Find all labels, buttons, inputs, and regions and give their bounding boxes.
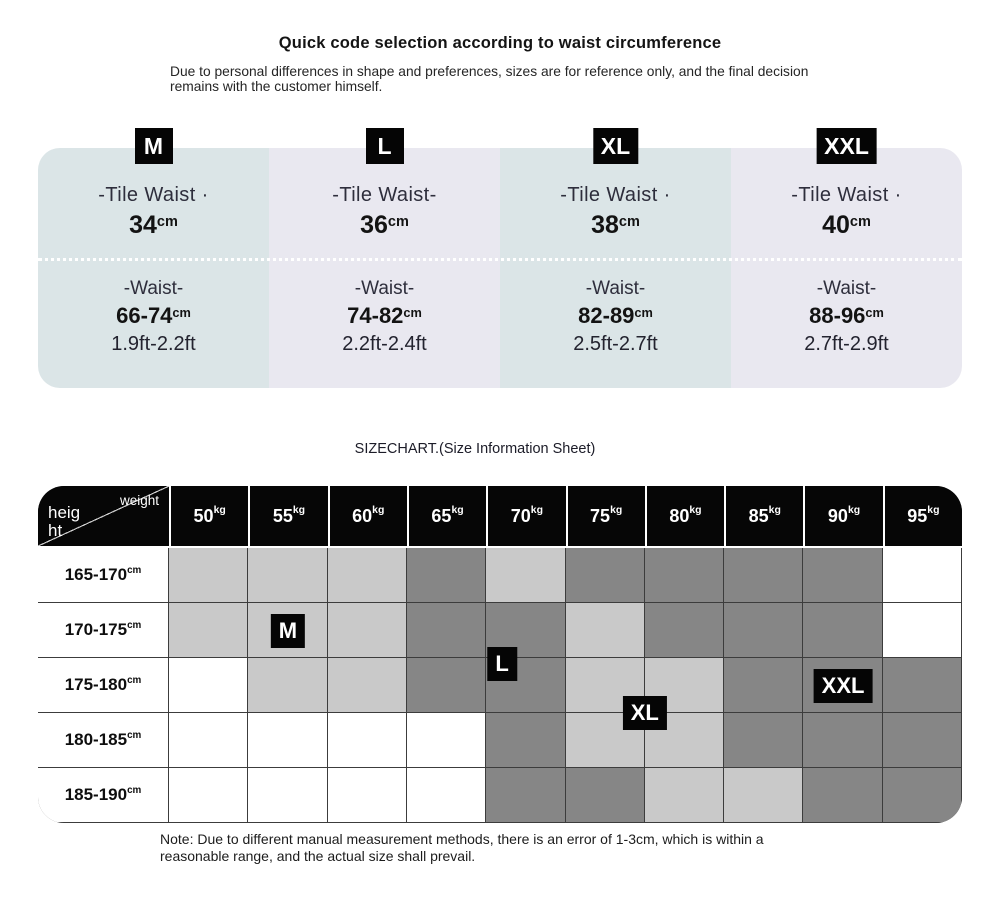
size-badge-m: M — [135, 128, 173, 164]
grid-cell — [407, 658, 486, 713]
grid-cell — [169, 603, 248, 658]
size-chart-header-row — [38, 486, 962, 548]
grid-cell — [248, 768, 327, 823]
weight-header-50kg: 50 kg — [169, 486, 248, 546]
unit-superscript: kg — [372, 505, 385, 517]
unit-superscript: cm — [172, 304, 191, 320]
size-card-l — [269, 133, 500, 388]
grid-cell — [645, 768, 724, 823]
tile-waist-value: $34^{cm}$ — [129, 211, 178, 239]
unit-superscript: cm — [127, 564, 142, 576]
grid-cell — [248, 713, 327, 768]
height-axis-label: height — [48, 503, 81, 541]
tile-waist-label: -Tile Waist · — [560, 184, 671, 206]
height-label-180-185: 180-185 cm — [38, 713, 169, 768]
grid-cell — [724, 713, 803, 768]
waist-feet-range: 2.7ft-2.9ft — [804, 333, 889, 355]
weight-header-85kg: 85 kg — [724, 486, 803, 546]
grid-cell — [566, 768, 645, 823]
grid-size-badge-xl: XL — [623, 696, 667, 730]
height-label-175-180: 175-180 cm — [38, 658, 169, 713]
unit-superscript: kg — [689, 505, 702, 517]
grid-cell — [328, 603, 407, 658]
grid-cell — [486, 713, 565, 768]
grid-cell — [883, 658, 962, 713]
grid-cell — [803, 713, 882, 768]
unit-superscript: cm — [127, 784, 142, 796]
size-badge-l: L — [366, 128, 404, 164]
size-card-xxl — [731, 133, 962, 388]
weight-header-55kg: 55 kg — [248, 486, 327, 546]
table-row — [38, 713, 962, 768]
size-card-xl — [500, 133, 731, 388]
waist-value: $66-74^{cm}$ — [116, 303, 191, 328]
size-badge-xl: XL — [593, 128, 638, 164]
waist-value: $88-96^{cm}$ — [809, 303, 884, 328]
grid-cell — [724, 768, 803, 823]
measurement-note: Note: Due to different manual measurement methods, there is an error of 1-3cm, which is within a reasonable range, and the actual size shall prevail. — [160, 831, 764, 864]
grid-cell — [328, 548, 407, 603]
grid-cell — [169, 548, 248, 603]
unit-superscript: cm — [403, 304, 422, 320]
unit-superscript: cm — [127, 674, 142, 686]
unit-superscript: cm — [156, 213, 178, 230]
weight-header-90kg: 90 kg — [803, 486, 882, 546]
tile-waist-label: -Tile Waist · — [98, 184, 209, 206]
unit-superscript: kg — [213, 505, 226, 517]
grid-size-badge-m: M — [271, 614, 305, 648]
unit-superscript: cm — [387, 213, 409, 230]
unit-superscript: kg — [927, 505, 940, 517]
unit-superscript: kg — [847, 505, 861, 517]
unit-superscript: cm — [865, 304, 884, 320]
unit-superscript: cm — [618, 213, 640, 230]
size-chart-heading: SIZECHART.(Size Information Sheet) — [354, 441, 596, 457]
page-subtitle: Due to personal differences in shape and preferences, sizes are for reference only, and the final decision remains with the customer himself. — [170, 64, 809, 95]
height-label-165-170: 165-170 cm — [38, 548, 169, 603]
grid-cell — [566, 548, 645, 603]
tile-waist-value: $40^{cm}$ — [822, 211, 871, 239]
grid-cell — [328, 768, 407, 823]
grid-cell — [803, 768, 882, 823]
tile-waist-value: $36^{cm}$ — [360, 211, 409, 239]
tile-waist-label: -Tile Waist · — [791, 184, 902, 206]
grid-size-badge-xxl: XXL — [814, 669, 873, 703]
weight-header-95kg: 95 kg — [883, 486, 962, 546]
waist-label: -Waist- — [585, 278, 646, 299]
height-label-170-175: 170-175 cm — [38, 603, 169, 658]
size-badge-xxl: XXL — [816, 128, 877, 164]
waist-label: -Waist- — [354, 278, 415, 299]
grid-cell — [407, 603, 486, 658]
table-row — [38, 548, 962, 603]
grid-cell — [169, 768, 248, 823]
dotted-divider — [38, 258, 962, 261]
grid-cell — [328, 713, 407, 768]
grid-cell — [169, 713, 248, 768]
weight-header-80kg: 80 kg — [645, 486, 724, 546]
size-chart-table — [38, 486, 962, 823]
grid-cell — [803, 548, 882, 603]
unit-superscript: cm — [127, 619, 142, 631]
grid-cell — [645, 603, 724, 658]
grid-cell — [724, 548, 803, 603]
tile-waist-value: $38^{cm}$ — [591, 211, 640, 239]
grid-cell — [248, 658, 327, 713]
size-cards-strip — [38, 133, 962, 388]
grid-cell — [803, 603, 882, 658]
weight-header-60kg: 60 kg — [328, 486, 407, 546]
weight-axis-label: weight — [119, 493, 159, 508]
grid-cell — [883, 548, 962, 603]
waist-feet-range: 1.9ft-2.2ft — [111, 333, 196, 355]
grid-cell — [407, 713, 486, 768]
grid-cell — [645, 548, 724, 603]
unit-superscript: cm — [849, 213, 871, 230]
page-title: Quick code selection according to waist circumference — [278, 34, 722, 52]
grid-cell — [407, 548, 486, 603]
table-row — [38, 768, 962, 823]
grid-cell — [328, 658, 407, 713]
weight-header-65kg: 65 kg — [407, 486, 486, 546]
height-weight-corner-cell — [38, 486, 169, 546]
weight-header-70kg: 70 kg — [486, 486, 565, 546]
unit-superscript: kg — [530, 505, 543, 517]
height-label-185-190: 185-190 cm — [38, 768, 169, 823]
unit-superscript: kg — [292, 505, 306, 517]
unit-superscript: kg — [610, 505, 623, 517]
tile-waist-label: -Tile Waist- — [332, 184, 437, 206]
grid-cell — [724, 658, 803, 713]
grid-size-badge-l: L — [487, 647, 516, 681]
unit-superscript: cm — [634, 304, 653, 320]
waist-feet-range: 2.5ft-2.7ft — [573, 333, 658, 355]
waist-value: $82-89^{cm}$ — [578, 303, 653, 328]
grid-cell — [486, 768, 565, 823]
unit-superscript: kg — [451, 505, 464, 517]
grid-cell — [724, 603, 803, 658]
grid-cell — [169, 658, 248, 713]
size-card-m — [38, 133, 269, 388]
grid-cell — [566, 603, 645, 658]
grid-cell — [407, 768, 486, 823]
grid-cell — [883, 713, 962, 768]
grid-cell — [486, 548, 565, 603]
grid-cell — [883, 768, 962, 823]
waist-feet-range: 2.2ft-2.4ft — [342, 333, 427, 355]
grid-cell — [248, 548, 327, 603]
weight-header-75kg: 75 kg — [566, 486, 645, 546]
waist-label: -Waist- — [816, 278, 877, 299]
unit-superscript: cm — [127, 729, 142, 741]
grid-cell — [883, 603, 962, 658]
waist-value: $74-82^{cm}$ — [347, 303, 422, 328]
waist-label: -Waist- — [123, 278, 184, 299]
unit-superscript: kg — [768, 505, 781, 517]
